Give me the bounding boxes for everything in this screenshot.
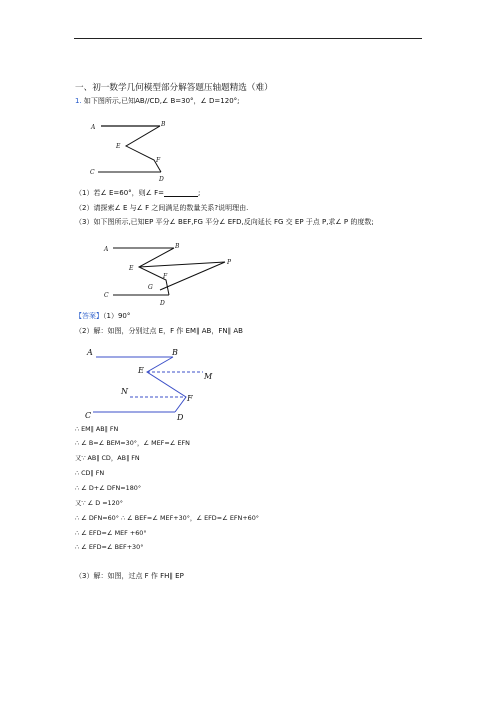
fig2-label-a: A: [104, 246, 109, 253]
fig1-label-f: F: [156, 157, 161, 164]
proof-line-9: ∴ ∠ EFD=∠ BEF+30°: [75, 543, 144, 551]
proof-line-4: ∴ CD∥ FN: [75, 469, 105, 477]
section-title: 一、初一数学几何模型部分解答题压轴题精选（难）: [75, 83, 273, 93]
fig2-label-c: C: [104, 292, 109, 299]
fig3-label-e: E: [138, 366, 144, 375]
proof-line-2: ∴ ∠ B=∠ BEM=30°，∠ MEF=∠ EFN: [75, 439, 190, 447]
answer-3-intro: （3）解：如图，过点 F 作 FH∥ EP: [75, 572, 184, 580]
fig1-label-e: E: [116, 143, 121, 150]
answer-1: （1）90°: [103, 312, 131, 320]
proof-line-6: 又∵ ∠ D =120°: [75, 499, 123, 507]
fig3-label-m: M: [204, 372, 213, 381]
fig2-label-b: B: [175, 243, 180, 250]
fig2-label-f: F: [163, 273, 168, 280]
fig1-label-c: C: [90, 169, 95, 176]
proof-line-7: ∴ ∠ DFN=60° ∴ ∠ BEF=∠ MEF+30°，∠ EFD=∠ EFN+60°: [75, 514, 260, 522]
fig3-label-b: B: [172, 348, 178, 357]
proof-line-5: ∴ ∠ D+∠ DFN=180°: [75, 484, 142, 492]
fig3-label-d: D: [177, 413, 184, 422]
fig3-label-f: F: [187, 394, 193, 403]
question-number: 1.: [75, 97, 82, 105]
sub-question-2: （2）请探索∠ E 与∠ F 之间满足的数量关系?说明理由.: [75, 204, 249, 212]
sub1-end: ;: [198, 189, 201, 197]
fig1-label-a: A: [91, 124, 96, 131]
fig2-label-g: G: [148, 284, 153, 291]
answer-2-intro: （2）解：如图，分别过点 E，F 作 EM∥ AB，FN∥ AB: [75, 327, 243, 335]
fig2-label-d: D: [160, 300, 165, 307]
proof-line-3: 又∵ AB∥ CD，AB∥ FN: [75, 454, 140, 462]
answer-tag: 【答案】: [75, 312, 103, 320]
sub-question-3: （3）如下图所示,已知EP 平分∠ BEF,FG 平分∠ EFD,反向延长 FG 交 EP 于点 P,求∠ P 的度数;: [75, 218, 374, 226]
fig1-label-b: B: [161, 121, 166, 128]
fig3-label-c: C: [85, 411, 92, 420]
fig1-label-d: D: [159, 176, 164, 183]
fig2-label-p: P: [227, 259, 232, 266]
sub1-text: （1）若∠ E=60°，则∠ F=: [75, 189, 165, 197]
proof-line-1: ∴ EM∥ AB∥ FN: [75, 425, 119, 433]
question-stem-text: 如下图所示,已知AB//CD,∠ B=30°，∠ D=120°;: [83, 97, 240, 105]
fig3-line-befd: [147, 357, 186, 412]
fig3-label-n: N: [121, 387, 128, 396]
fig3-label-a: A: [87, 348, 93, 357]
proof-line-8: ∴ ∠ EFD=∠ MEF +60°: [75, 529, 147, 537]
fig2-label-e: E: [129, 265, 134, 272]
